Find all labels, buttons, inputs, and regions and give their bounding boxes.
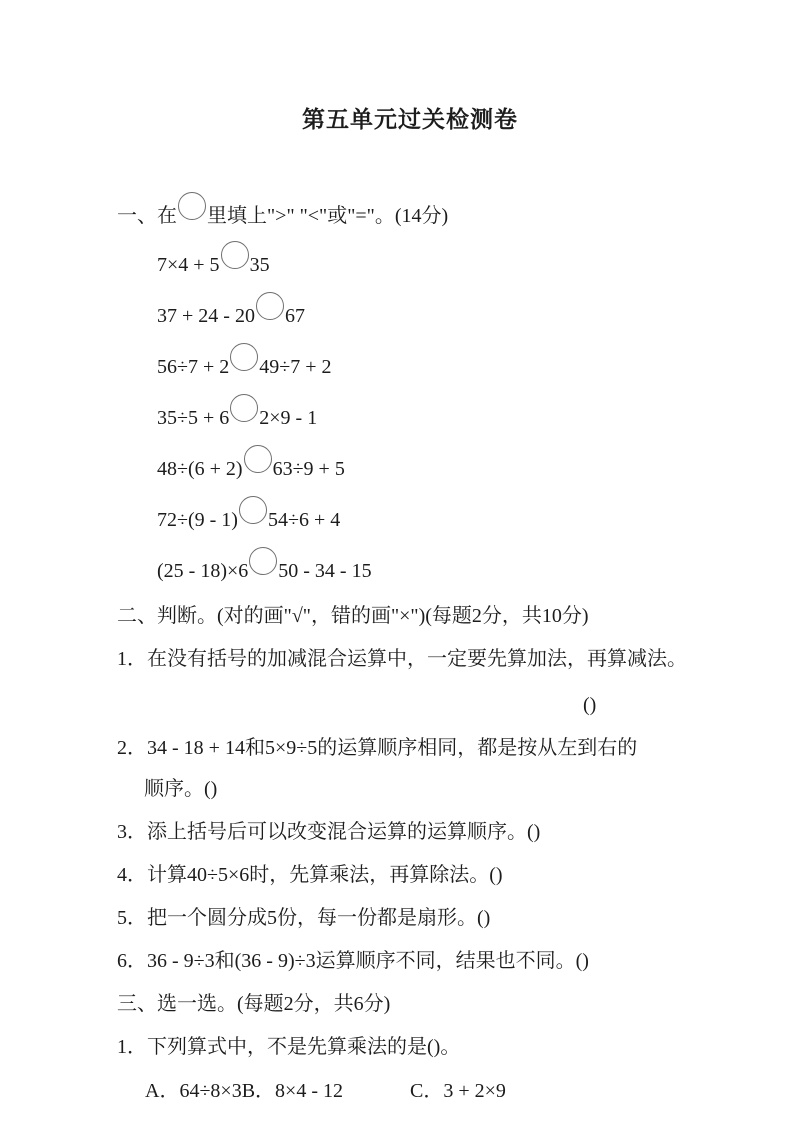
expression-left: 7×4 + 5 (157, 254, 220, 276)
comparison-item (157, 547, 703, 587)
question-number: 4． (117, 864, 147, 886)
question-text: 计算40÷5×6时，先算乘法，再算除法。() (147, 864, 503, 886)
question-text: 把一个圆分成5份，每一份都是扇形。() (147, 907, 491, 929)
option-b[interactable]: B．8×4 - 12 (241, 1080, 343, 1102)
expression-right: 2×9 - 1 (259, 407, 318, 429)
answer-parentheses[interactable]: () (583, 694, 597, 716)
section3-heading: 三、选一选。(每题2分，共6分) (117, 993, 391, 1015)
comparison-item (157, 496, 703, 536)
answer-circle[interactable] (244, 445, 272, 473)
answer-circle[interactable] (221, 241, 249, 269)
expression-right: 35 (249, 254, 270, 276)
option-c[interactable]: C．3 + 2×9 (409, 1080, 506, 1102)
section1-heading-prefix: 一、在 (117, 205, 177, 227)
answer-circle[interactable] (239, 496, 267, 524)
judge-question (117, 646, 703, 673)
expression-right: 49÷7 + 2 (259, 356, 332, 378)
judge-question (117, 735, 703, 762)
question-number: 6． (117, 950, 147, 972)
question-text: 下列算式中，不是先算乘法的是()。 (147, 1036, 461, 1058)
expression-left: 56÷7 + 2 (157, 356, 230, 378)
question-number: 3． (117, 821, 147, 843)
judge-question (117, 948, 703, 975)
question-text: 添上括号后可以改变混合运算的运算顺序。() (147, 821, 541, 843)
page-title: 第五单元过关检测卷 (302, 106, 518, 132)
choice-options (145, 1078, 703, 1105)
section2-heading: 二、判断。(对的画"√"，错的画"×")(每题2分，共10分) (117, 605, 589, 627)
comparison-item (157, 241, 703, 281)
expression-left: 35÷5 + 6 (157, 407, 230, 429)
expression-right: 67 (284, 305, 305, 327)
option-a[interactable]: A．64÷8×3 (145, 1080, 242, 1102)
judge-question (117, 862, 703, 889)
judge-question (117, 905, 703, 932)
section1-heading (117, 192, 703, 230)
question-text: 34 - 18 + 14和5×9÷5的运算顺序相同，都是按从左到右的 (147, 737, 638, 759)
section-compare (117, 192, 703, 587)
comparison-item (157, 445, 703, 485)
section-choose (117, 991, 703, 1105)
section-judge (117, 603, 703, 975)
answer-circle[interactable] (230, 394, 258, 422)
section1-heading-suffix: 里填上">" "<"或"="。(14分) (207, 205, 449, 227)
question-number: 5． (117, 907, 147, 929)
answer-circle[interactable] (249, 547, 277, 575)
question-number: 1． (117, 648, 147, 670)
expression-left: 37 + 24 - 20 (157, 305, 255, 327)
expression-right: 50 - 34 - 15 (278, 560, 372, 582)
question-number: 2． (117, 737, 147, 759)
answer-circle[interactable] (230, 343, 258, 371)
judge-question (117, 819, 703, 846)
question-text: 在没有括号的加减混合运算中，一定要先算加法，再算减法。 (147, 648, 687, 670)
comparison-item (157, 394, 703, 434)
question-text-continued[interactable]: 顺序。() (144, 778, 218, 800)
question-number: 1． (117, 1036, 147, 1058)
expression-left: (25 - 18)×6 (157, 560, 249, 582)
expression-left: 72÷(9 - 1) (157, 509, 238, 531)
comparison-item (157, 343, 703, 383)
comparison-item (157, 292, 703, 332)
answer-circle-icon (178, 192, 206, 220)
expression-left: 48÷(6 + 2) (157, 458, 243, 480)
question-text: 36 - 9÷3和(36 - 9)÷3运算顺序不同，结果也不同。() (147, 950, 589, 972)
expression-right: 63÷9 + 5 (272, 458, 345, 480)
choice-question (117, 1034, 703, 1061)
expression-right: 54÷6 + 4 (267, 509, 341, 531)
answer-circle[interactable] (256, 292, 284, 320)
